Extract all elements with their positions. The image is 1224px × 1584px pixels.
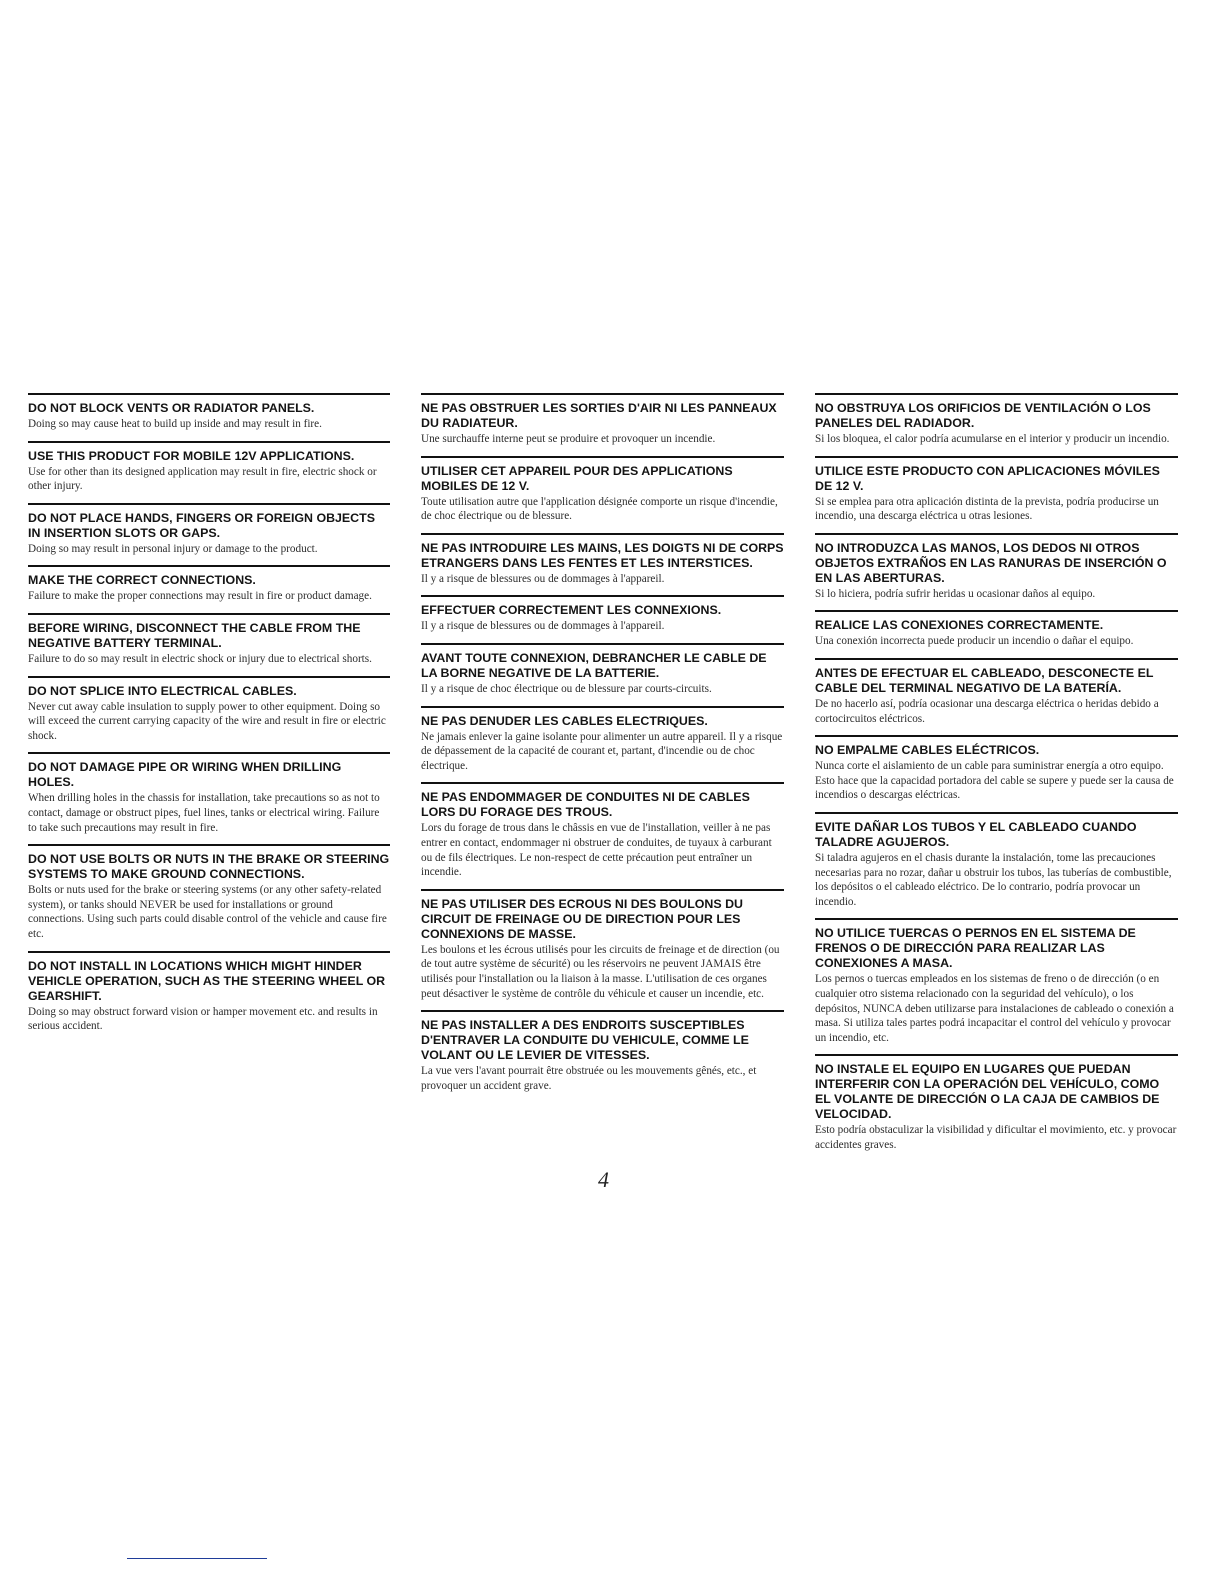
warning-item [28, 565, 390, 604]
warning-heading: NE PAS INTRODUIRE LES MAINS, LES DOIGTS NI DE CORPS ETRANGERS DANS LES FENTES ET LES INTERSTICES. [421, 540, 784, 570]
warning-item [28, 441, 390, 494]
warning-text: Si se emplea para otra aplicación distinta de la prevista, podría producirse un incendio, una descarga eléctrica u otras lesiones. [815, 495, 1159, 523]
warning-item [421, 643, 784, 697]
warning-heading: DO NOT BLOCK VENTS OR RADIATOR PANELS. [28, 401, 315, 415]
warning-item [421, 456, 784, 524]
warning-heading: NO INSTALE EL EQUIPO EN LUGARES QUE PUEDAN INTERFERIR CON LA OPERACIÓN DEL VEHÍCULO, COMO EL VOLANTE DE DIRECCIÓN O LA CAJA DE CAMBIOS DE VELOCIDAD. [815, 1062, 1160, 1122]
warning-item [421, 533, 784, 587]
warning-heading: BEFORE WIRING, DISCONNECT THE CABLE FROM THE NEGATIVE BATTERY TERMINAL. [28, 620, 361, 650]
warning-heading: NE PAS ENDOMMAGER DE CONDUITES NI DE CABLES LORS DU FORAGE DES TROUS. [421, 790, 750, 820]
warning-item [421, 393, 784, 447]
warning-heading: EVITE DAÑAR LOS TUBOS Y EL CABLEADO CUANDO TALADRE AGUJEROS. [815, 819, 1137, 849]
warning-item [28, 613, 390, 667]
warning-text: Si taladra agujeros en el chasis durante la instalación, tome las precauciones necesarias para no rozar, dañar u obstruir los tubos, las tuberías de combustible, los depósitos o el cableado eléctrico. De lo contrario, podría provocar un incendio. [815, 851, 1172, 908]
warning-item [28, 951, 390, 1034]
warning-item [815, 812, 1178, 909]
warning-heading: DO NOT USE BOLTS OR NUTS IN THE BRAKE OR STEERING SYSTEMS TO MAKE GROUND CONNECTIONS. [28, 852, 390, 882]
warning-heading: NO UTILICE TUERCAS O PERNOS EN EL SISTEMA DE FRENOS O DE DIRECCIÓN PARA REALIZAR LAS CONEXIONES A MASA. [815, 926, 1136, 971]
warning-item [815, 1054, 1178, 1152]
warning-heading: AVANT TOUTE CONNEXION, DEBRANCHER LE CABLE DE LA BORNE NEGATIVE DE LA BATTERIE. [421, 650, 767, 680]
warning-item [28, 503, 390, 557]
warning-text: Doing so may obstruct forward vision or hamper movement etc. and results in serious accident. [28, 1005, 378, 1033]
warning-heading: EFFECTUER CORRECTEMENT LES CONNEXIONS. [421, 603, 722, 618]
warning-text: Use for other than its designed application may result in fire, electric shock or other injury. [28, 465, 377, 493]
warning-item [28, 844, 390, 941]
warning-heading: DO NOT PLACE HANDS, FINGERS OR FOREIGN OBJECTS IN INSERTION SLOTS OR GAPS. [28, 510, 375, 540]
warning-text: Si los bloquea, el calor podría acumularse en el interior y producir un incendio. [815, 433, 1170, 445]
warning-text: Toute utilisation autre que l'application désignée comporte un risque d'incendie, de choc électrique ou de blessure. [421, 495, 778, 523]
footnote-rule [127, 1558, 267, 1559]
warning-item [815, 658, 1178, 726]
warning-text: Los pernos o tuercas empleados en los sistemas de freno o de dirección (o en cualquier otro sistema relacionado con la seguridad del vehículo), o los depósitos, NUNCA deben utilizarse para instalaciones de cableado o conexión a masa. Si utiliza tales partes podrá incapacitar el control del vehículo y provocar un incendio, etc. [815, 973, 1174, 1044]
warning-heading: NO INTRODUZCA LAS MANOS, LOS DEDOS NI OTROS OBJETOS EXTRAÑOS EN LAS RANURAS DE INSERCIÓN O EN LAS ABERTURAS. [815, 540, 1167, 585]
warning-heading: NE PAS UTILISER DES ECROUS NI DES BOULONS DU CIRCUIT DE FREINAGE OU DE DIRECTION POUR LES CONNEXIONS DE MASSE. [421, 896, 743, 941]
warning-text: Lors du forage de trous dans le châssis en vue de l'installation, veiller à ne pas entrer en contact, endommager ni obstruer de conduites, de tuyaux à carburant ou de fils électriques. Le non-respect de cette précaution peut entraîner un incendie. [421, 822, 772, 879]
warning-text: Bolts or nuts used for the brake or steering systems (or any other safety-related system), or tanks should NEVER be used for installations or ground connections. Using such parts could disable control of the vehicle and cause fire etc. [28, 884, 387, 940]
warning-item [815, 533, 1178, 602]
warning-item [815, 610, 1178, 649]
warning-text: Il y a risque de blessures ou de dommages à l'appareil. [421, 620, 665, 633]
warning-text: Nunca corte el aislamiento de un cable para suministrar energía a otro equipo. Esto hace que la capacidad portadora del cable se supere y puede ser la causa de incendios o descargas eléctricas. [815, 760, 1174, 802]
warning-heading: USE THIS PRODUCT FOR MOBILE 12V APPLICATIONS. [28, 448, 355, 463]
warning-item [421, 595, 784, 634]
warning-heading: NO OBSTRUYA LOS ORIFICIOS DE VENTILACIÓN O LOS PANELES DEL RADIADOR. [815, 401, 1151, 430]
spanish-column [815, 393, 1178, 1161]
warning-text: When drilling holes in the chassis for installation, take precautions so as not to contact, damage or obstruct pipes, fuel lines, tanks or electrical wiring. Failure to take such precautions may result in fire. [28, 792, 380, 834]
warning-item [421, 1010, 784, 1093]
warning-text: Il y a risque de blessures ou de dommages à l'appareil. [421, 572, 665, 585]
warning-heading: NE PAS OBSTRUER LES SORTIES D'AIR NI LES PANNEAUX DU RADIATEUR. [421, 401, 777, 430]
warning-heading: DO NOT INSTALL IN LOCATIONS WHICH MIGHT HINDER VEHICLE OPERATION, SUCH AS THE STEERING WHEEL OR GEARSHIFT. [28, 958, 386, 1003]
warning-heading: NE PAS DENUDER LES CABLES ELECTRIQUES. [421, 713, 708, 728]
warning-item [815, 456, 1178, 524]
warning-heading: DO NOT DAMAGE PIPE OR WIRING WHEN DRILLING HOLES. [28, 760, 342, 790]
warning-heading: REALICE LAS CONEXIONES CORRECTAMENTE. [815, 618, 1104, 633]
warning-text: Ne jamais enlever la gaine isolante pour alimenter un autre appareil. Il y a risque de dépassement de la capacité de courant et, partant, d'incendie ou de choc électrique. [421, 730, 783, 772]
warning-heading: MAKE THE CORRECT CONNECTIONS. [28, 573, 256, 588]
warning-text: Never cut away cable insulation to supply power to other equipment. Doing so will exceed the current carrying capacity of the wire and result in fire or electric shock. [28, 700, 386, 742]
warning-text: Une surchauffe interne peut se produire et provoquer un incendie. [421, 433, 716, 445]
warning-text: Failure to make the proper connections may result in fire or product damage. [28, 590, 372, 603]
warning-item [28, 676, 390, 744]
warning-item [815, 918, 1178, 1045]
page-number: 4 [598, 1167, 609, 1192]
warning-text: Failure to do so may result in electric shock or injury due to electrical shorts. [28, 652, 372, 665]
warning-text: Les boulons et les écrous utilisés pour les circuits de freinage et de direction (ou de tout autre système de sécurité) ou les réservoirs ne peuvent JAMAIS être utilisés pour l'installation ou la liaison à la masse. L'utilisation de ces organes peut désactiver le système de contrôle du véhicule et causer un incendie, etc. [421, 943, 780, 1000]
warning-item [421, 889, 784, 1001]
warning-text: Si lo hiciera, podría sufrir heridas u ocasionar daños al equipo. [815, 587, 1096, 600]
french-column [421, 393, 784, 1102]
warning-text: Esto podría obstaculizar la visibilidad y dificultar el movimiento, etc. y provocar accidentes graves. [815, 1124, 1177, 1151]
warning-heading: UTILISER CET APPAREIL POUR DES APPLICATIONS MOBILES DE 12 V. [421, 463, 733, 493]
warning-heading: UTILICE ESTE PRODUCTO CON APLICACIONES MÓVILES DE 12 V. [815, 463, 1160, 493]
warning-item [421, 782, 784, 879]
warning-item [815, 393, 1178, 447]
english-column [28, 393, 390, 1043]
warning-text: Doing so may cause heat to build up inside and may result in fire. [28, 418, 322, 430]
warning-text: Una conexión incorrecta puede producir un incendio o dañar el equipo. [815, 635, 1134, 648]
warning-heading: NO EMPALME CABLES ELÉCTRICOS. [815, 743, 1040, 758]
warning-text: Doing so may result in personal injury or damage to the product. [28, 542, 318, 555]
warning-text: De no hacerlo así, podría ocasionar una descarga eléctrica o heridas debido a cortocircuitos eléctricos. [815, 697, 1159, 725]
warning-heading: NE PAS INSTALLER A DES ENDROITS SUSCEPTIBLES D'ENTRAVER LA CONDUITE DU VEHICULE, COMME LE VOLANT OU LE LEVIER DE VITESSES. [421, 1018, 749, 1063]
warning-item [28, 393, 390, 432]
warning-heading: ANTES DE EFECTUAR EL CABLEADO, DESCONECTE EL CABLE DEL TERMINAL NEGATIVO DE LA BATERÍA. [815, 665, 1154, 695]
warning-item [815, 735, 1178, 803]
warning-heading: DO NOT SPLICE INTO ELECTRICAL CABLES. [28, 683, 297, 698]
warning-item [421, 706, 784, 774]
warning-text: La vue vers l'avant pourrait être obstruée ou les mouvements gênés, etc., et provoquer un accident grave. [421, 1065, 757, 1092]
warning-text: Il y a risque de choc électrique ou de blessure par courts-circuits. [421, 682, 712, 695]
warning-item [28, 752, 390, 835]
